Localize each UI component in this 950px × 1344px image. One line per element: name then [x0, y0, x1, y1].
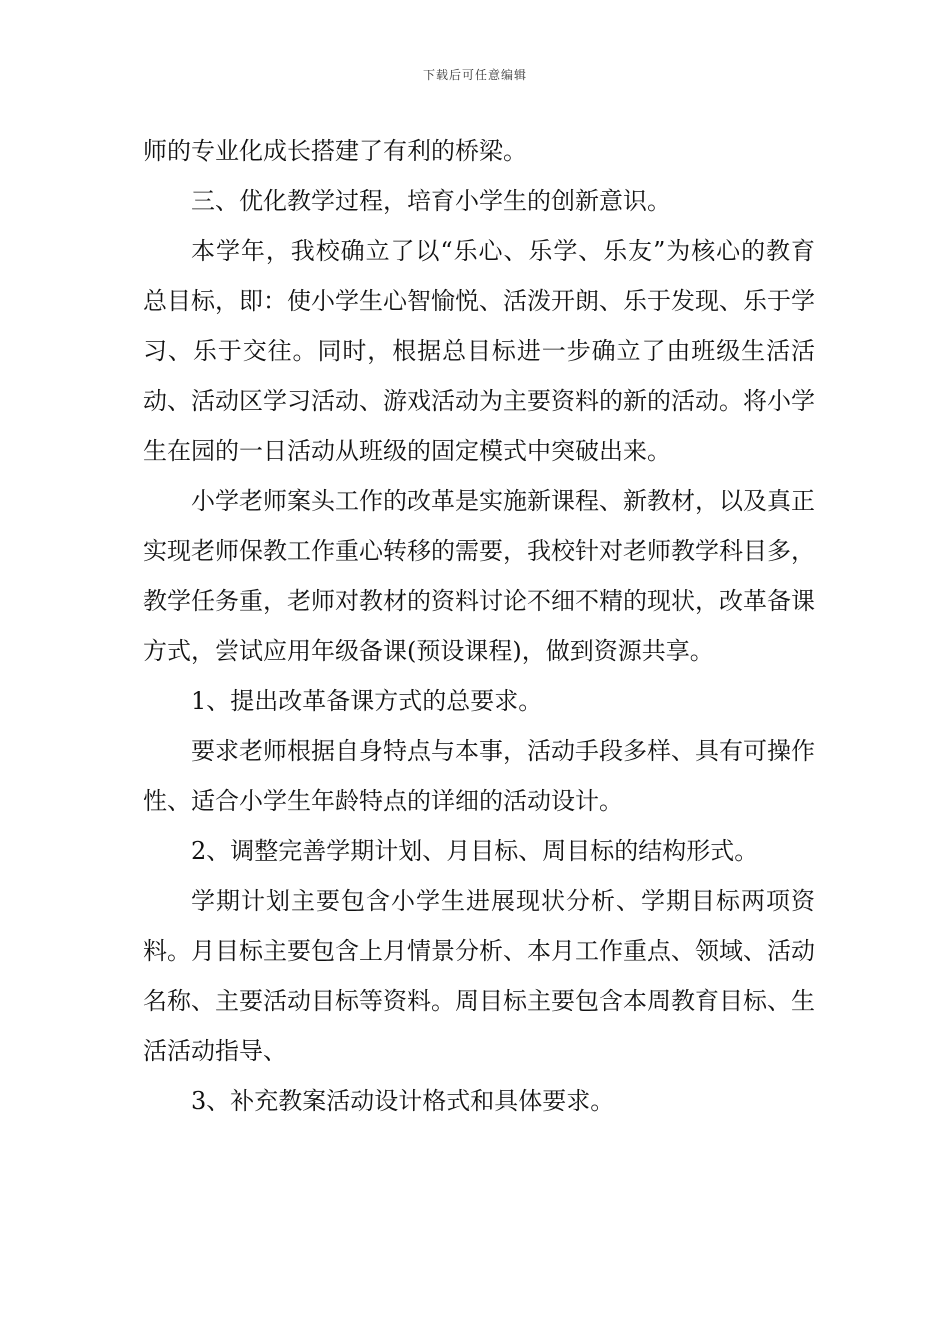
paragraph-education-goals: 本学年，我校确立了以“乐心、乐学、乐友”为核心的教育总目标，即：使小学生心智愉悦、活泼开朗、乐于发现、乐于学习、乐于交往。同时，根据总目标进一步确立了由班级生活活动、活动区学习活动、游戏活动为主要资料的新的活动。将小学生在园的一日活动从班级的固定模式中突破出来。 — [143, 237, 815, 465]
paragraph-lesson-prep-reform: 小学老师案头工作的改革是实施新课程、新教材，以及真正实现老师保教工作重心转移的需要，我校针对老师教学科目多，教学任务重，老师对教材的资料讨论不细不精的现状，改革备课方式，尝试应用年级备课(预设课程)，做到资源共享。 — [143, 487, 815, 665]
list-item-2-heading: 2、调整完善学期计划、月目标、周目标的结构形式。 — [191, 837, 759, 865]
paragraph-continuation: 师的专业化成长搭建了有利的桥梁。 — [143, 137, 527, 165]
page-header-note: 下载后可任意编辑 — [422, 68, 527, 82]
list-item-1-heading: 1、提出改革备课方式的总要求。 — [191, 687, 543, 715]
document-body — [143, 126, 815, 1126]
list-item-3-heading: 3、补充教案活动设计格式和具体要求。 — [191, 1087, 615, 1115]
paragraph-requirements: 要求老师根据自身特点与本事，活动手段多样、具有可操作性、适合小学生年龄特点的详细的活动设计。 — [143, 737, 815, 815]
section-heading-three: 三、优化教学过程，培育小学生的创新意识。 — [191, 187, 671, 215]
paragraph-plan-structure: 学期计划主要包含小学生进展现状分析、学期目标两项资料。月目标主要包含上月情景分析、本月工作重点、领域、活动名称、主要活动目标等资料。周目标主要包含本周教育目标、生活活动指导、 — [143, 887, 815, 1065]
